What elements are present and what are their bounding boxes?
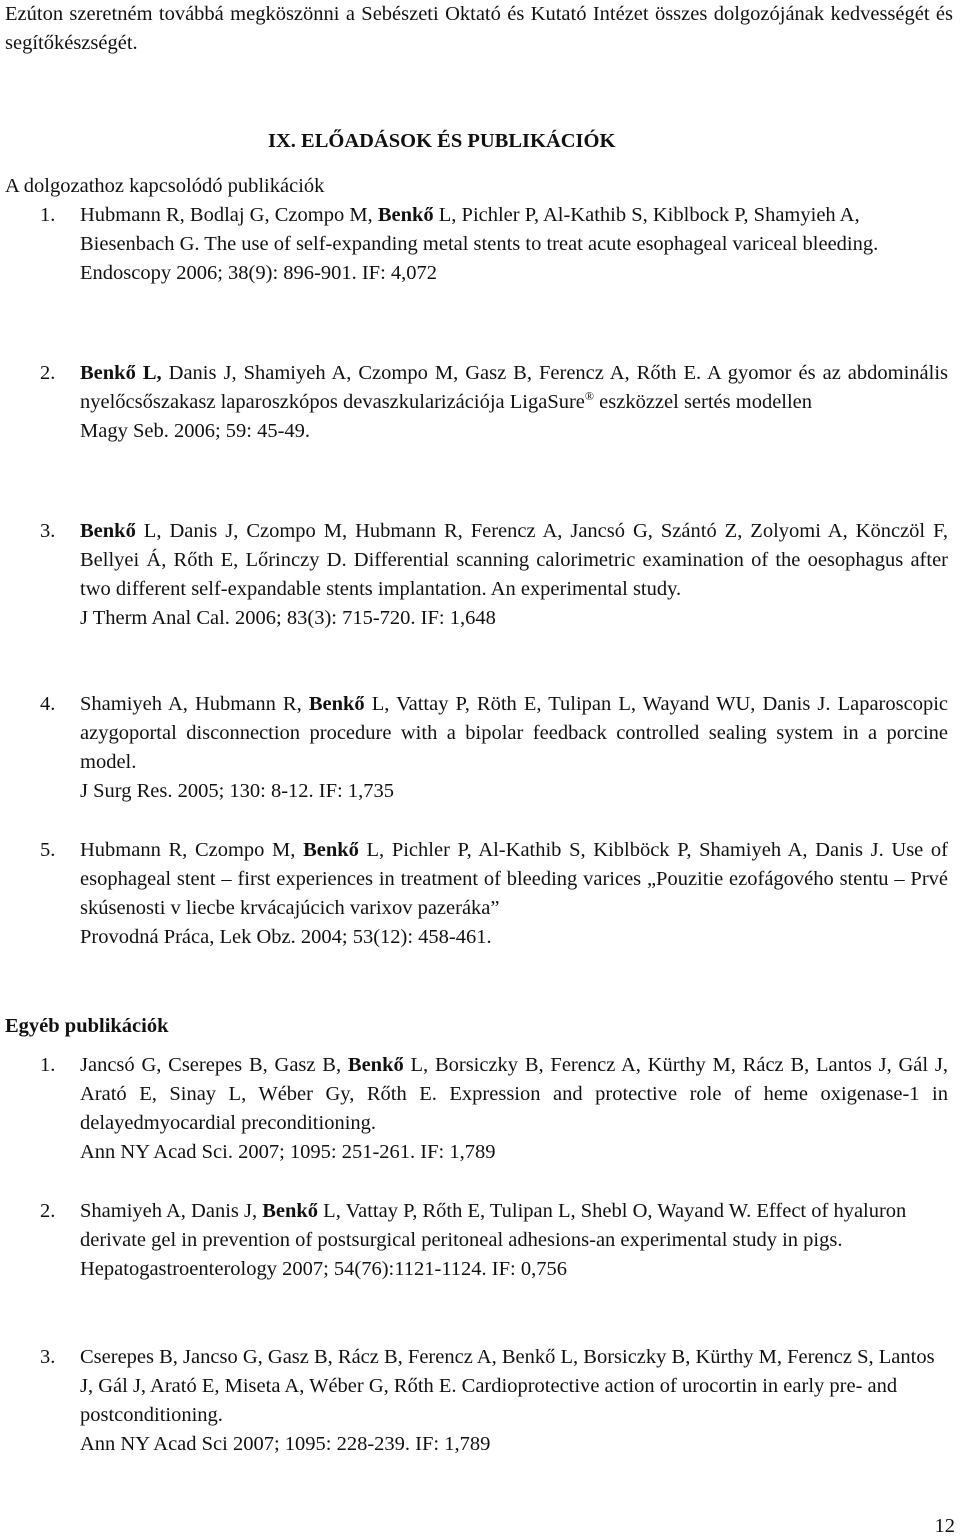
authors-pre: Jancsó G, Cserepes B, Gasz B, bbox=[80, 1054, 348, 1076]
authors-pre: Shamiyeh A, Hubmann R, bbox=[80, 693, 309, 715]
journal-reference: Magy Seb. 2006; 59: 45-49. bbox=[80, 420, 311, 442]
highlighted-author: Benkő bbox=[262, 1200, 319, 1222]
item-number: 2. bbox=[40, 1200, 56, 1222]
citation-text: L, Pichler P, Al-Kathib S, Kiblböck P, Shamiyeh A, Danis J. Use of esophageal stent – first experiences in treatment of bleeding varices „Pouzitie ezofágového stentu – Prvé skúsenosti v liecbe krvácajúcich varixov pazeráka” bbox=[80, 839, 948, 919]
acknowledgement-paragraph: Ezúton szeretném továbbá megköszönni a Sebészeti Oktató és Kutató Intézet összes dolgozójának kedvességét és segítőkészségét. bbox=[5, 3, 953, 54]
authors-pre: Hubmann R, Czompo M, bbox=[80, 839, 304, 861]
citation-text: L, Danis J, Czompo M, Hubmann R, Ferencz A, Jancsó G, Szántó Z, Zolyomi A, Könczöl F, Bellyei Á, Rőth E, Lőrinczy D. Differential scanning calorimetric examination of the oesophagus after two different self-expandable stents implantation. An experimental study. bbox=[80, 520, 948, 600]
citation bbox=[80, 690, 948, 806]
citation bbox=[80, 517, 948, 633]
item-number: 5. bbox=[40, 839, 56, 861]
citation bbox=[80, 1051, 948, 1167]
page-number: 12 bbox=[934, 1515, 955, 1537]
section-title: IX. ELŐADÁSOK ÉS PUBLIKÁCIÓK bbox=[268, 130, 616, 152]
related-publications-heading: A dolgozathoz kapcsolódó publikációk bbox=[5, 175, 325, 197]
item-number: 3. bbox=[40, 520, 56, 542]
item-number: 2. bbox=[40, 362, 56, 384]
citation-text: L, Borsiczky B, Ferencz A, Kürthy M, Rácz B, Lantos J, Gál J, Arató E, Sinay L, Wéber Gy, Rőth E. Expression and protective role of heme oxigenase-1 in delayedmyocardial preconditioning. bbox=[80, 1054, 948, 1134]
citation-text: L, Vattay P, Rőth E, Tulipan L, Shebl O, Wayand W. Effect of hyaluron derivate gel in prevention of postsurgical peritoneal adhesions-an experimental study in pigs. bbox=[80, 1200, 907, 1251]
citation-text: L, Pichler P, Al-Kathib S, Kiblbock P, Shamyieh A, Biesenbach G. The use of self-expanding metal stents to treat acute esophageal variceal bleeding. bbox=[80, 204, 879, 255]
citation bbox=[80, 1343, 948, 1459]
citation-text: Cserepes B, Jancso G, Gasz B, Rácz B, Ferencz A, Benkő L, Borsiczky B, Kürthy M, Ferencz S, Lantos J, Gál J, Arató E, Miseta A, Wéber G, Rőth E. Cardioprotective action of urocortin in early pre- and postconditioning. bbox=[80, 1346, 935, 1426]
journal-reference: J Therm Anal Cal. 2006; 83(3): 715-720. IF: 1,648 bbox=[80, 607, 496, 629]
other-publications-heading: Egyéb publikációk bbox=[5, 1015, 169, 1037]
journal-reference: J Surg Res. 2005; 130: 8-12. IF: 1,735 bbox=[80, 780, 394, 802]
highlighted-author: Benkő bbox=[347, 1054, 404, 1076]
highlighted-author: Benkő bbox=[80, 520, 136, 542]
journal-reference: Endoscopy 2006; 38(9): 896-901. IF: 4,072 bbox=[80, 262, 438, 284]
authors-pre: Shamiyeh A, Danis J, bbox=[80, 1200, 263, 1222]
citation-text: L, Vattay P, Röth E, Tulipan L, Wayand WU, Danis J. Laparoscopic azygoportal disconnection procedure with a bipolar feedback controlled sealing system in a porcine model. bbox=[80, 693, 949, 773]
item-number: 3. bbox=[40, 1346, 56, 1368]
journal-reference: Hepatogastroenterology 2007; 54(76):1121-1124. IF: 0,756 bbox=[80, 1258, 567, 1280]
registered-mark: ® bbox=[584, 389, 595, 404]
citation bbox=[80, 359, 948, 446]
journal-reference: Provodná Práca, Lek Obz. 2004; 53(12): 458-461. bbox=[80, 926, 492, 948]
journal-reference: Ann NY Acad Sci 2007; 1095: 228-239. IF: 1,789 bbox=[80, 1433, 491, 1455]
citation bbox=[80, 201, 948, 288]
citation-text-end: eszközzel sertés modellen bbox=[594, 391, 813, 413]
highlighted-author: Benkő bbox=[308, 693, 365, 715]
highlighted-author: Benkő L, bbox=[80, 362, 162, 384]
journal-reference: Ann NY Acad Sci. 2007; 1095: 251-261. IF: 1,789 bbox=[80, 1141, 496, 1163]
item-number: 1. bbox=[40, 204, 56, 226]
item-number: 1. bbox=[40, 1054, 56, 1076]
highlighted-author: Benkő bbox=[303, 839, 359, 861]
citation bbox=[80, 1197, 948, 1284]
citation bbox=[80, 836, 948, 952]
authors-pre: Hubmann R, Bodlaj G, Czompo M, bbox=[80, 204, 378, 226]
highlighted-author: Benkő bbox=[377, 204, 434, 226]
citation-text: Danis J, Shamiyeh A, Czompo M, Gasz B, Ferencz A, Rőth E. A gyomor és az abdominális nyelőcsőszakasz laparoszkópos devaszkularizációja LigaSure bbox=[80, 362, 949, 413]
item-number: 4. bbox=[40, 693, 56, 715]
